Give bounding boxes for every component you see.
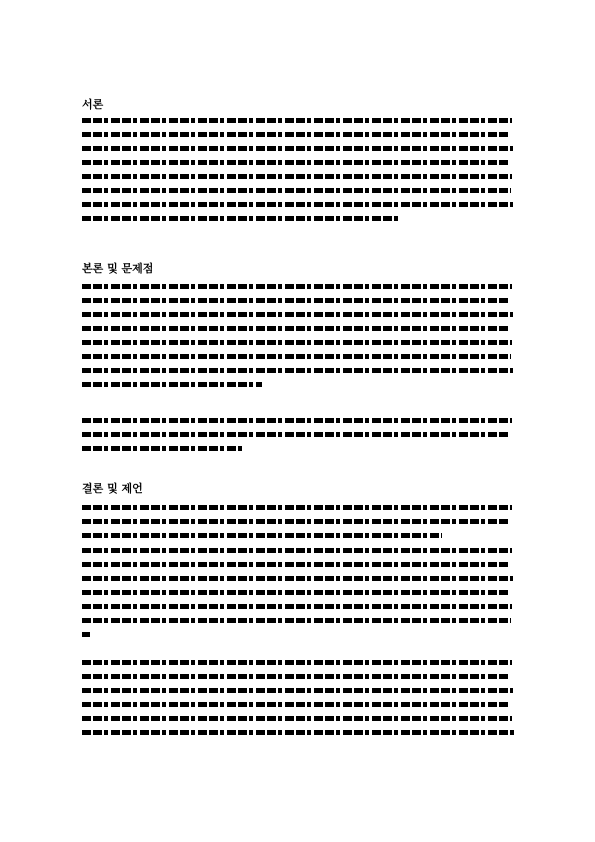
text-line	[82, 326, 509, 331]
text-line	[82, 188, 511, 193]
text-line	[82, 576, 513, 581]
text-line	[82, 562, 510, 567]
text-line	[82, 604, 512, 609]
text-line	[82, 730, 514, 735]
text-line	[82, 118, 512, 123]
section-heading-1: 서론	[82, 98, 104, 111]
text-line	[82, 548, 512, 553]
text-line	[82, 284, 512, 289]
text-line	[82, 432, 510, 437]
text-line	[82, 632, 90, 637]
text-line	[82, 340, 512, 345]
text-line	[82, 354, 511, 359]
text-line	[82, 202, 513, 207]
text-line	[82, 533, 442, 538]
text-line	[82, 446, 242, 451]
paragraph-3	[82, 418, 514, 451]
text-line	[82, 382, 262, 387]
text-line	[82, 312, 513, 317]
text-line	[82, 590, 509, 595]
text-line	[82, 418, 512, 423]
text-line	[82, 519, 510, 524]
text-line	[82, 618, 511, 623]
text-line	[82, 674, 510, 679]
text-line	[82, 716, 512, 721]
text-line	[82, 688, 513, 693]
text-line	[82, 216, 400, 221]
text-line	[82, 702, 509, 707]
text-line	[82, 160, 509, 165]
paragraph-6	[82, 660, 514, 735]
paragraph-2	[82, 284, 514, 387]
paragraph-5	[82, 548, 514, 637]
section-heading-2: 본론 및 문제점	[82, 262, 154, 275]
paragraph-4	[82, 505, 514, 538]
section-heading-3: 결론 및 제언	[82, 482, 143, 495]
text-line	[82, 174, 512, 179]
text-line	[82, 298, 510, 303]
text-line	[82, 660, 512, 665]
paragraph-1	[82, 118, 514, 221]
text-line	[82, 132, 510, 137]
text-line	[82, 368, 513, 373]
text-line	[82, 146, 513, 151]
text-line	[82, 505, 512, 510]
